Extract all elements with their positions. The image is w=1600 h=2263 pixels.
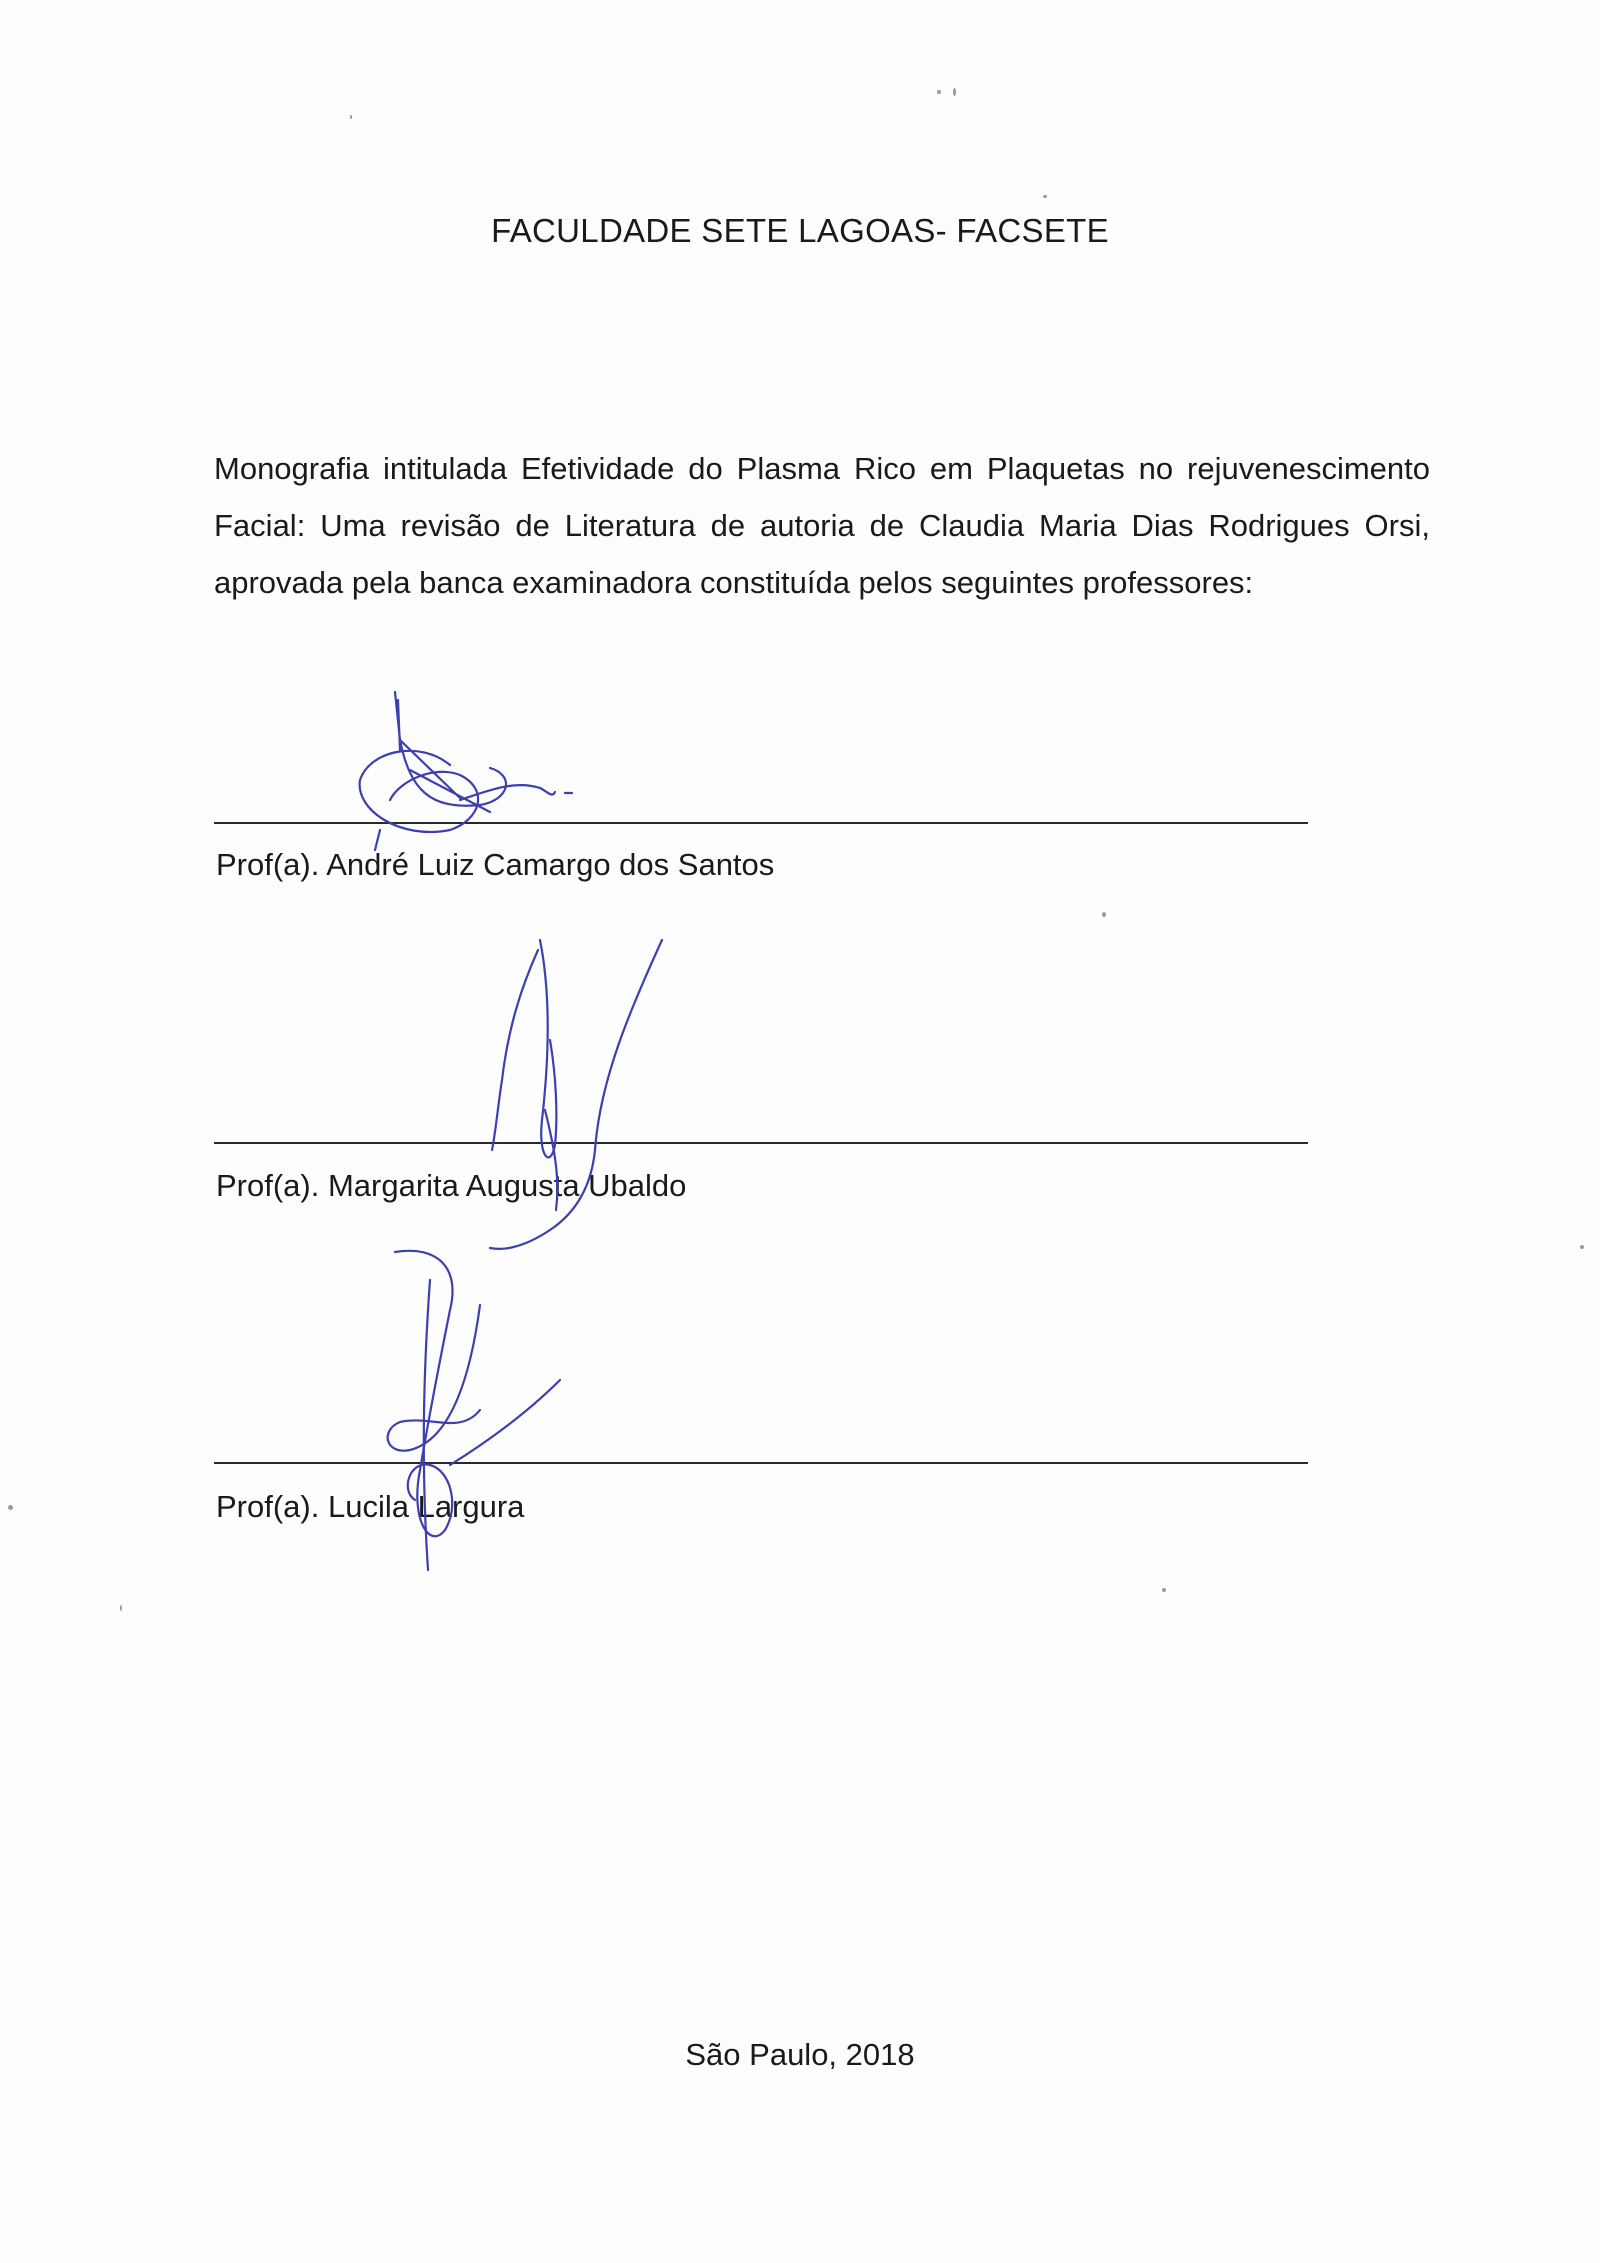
signature-3 [370, 1250, 590, 1580]
signature-2 [380, 930, 680, 1260]
scan-speck [937, 90, 941, 94]
scan-speck [8, 1505, 13, 1510]
scan-speck [953, 88, 956, 96]
approval-statement: Monografia intitulada Efetividade do Plasma Rico em Plaquetas no rejuvenescimento Facial: Uma revisão de Literatura de autoria de Claudia Maria Dias Rodrigues Orsi, aprovada pela banca examinadora constituída pelos seguintes professores: [214, 451, 1430, 600]
scan-speck [1043, 195, 1047, 198]
institution-title: FACULDADE SETE LAGOAS- FACSETE [491, 212, 1109, 249]
signature-line-2 [214, 1142, 1308, 1144]
examiner-name-3: Prof(a). Lucila Largura [216, 1489, 525, 1524]
examiner-name-1: Prof(a). André Luiz Camargo dos Santos [216, 847, 775, 882]
scan-speck [350, 115, 352, 119]
examiner-name-2: Prof(a). Margarita Augusta Ubaldo [216, 1168, 687, 1203]
scan-speck [120, 1605, 122, 1611]
scan-speck [1162, 1588, 1166, 1592]
scan-speck [1580, 1245, 1584, 1249]
signature-1 [340, 680, 580, 850]
place-date: São Paulo, 2018 [685, 2037, 915, 2072]
scan-speck [1102, 912, 1106, 917]
